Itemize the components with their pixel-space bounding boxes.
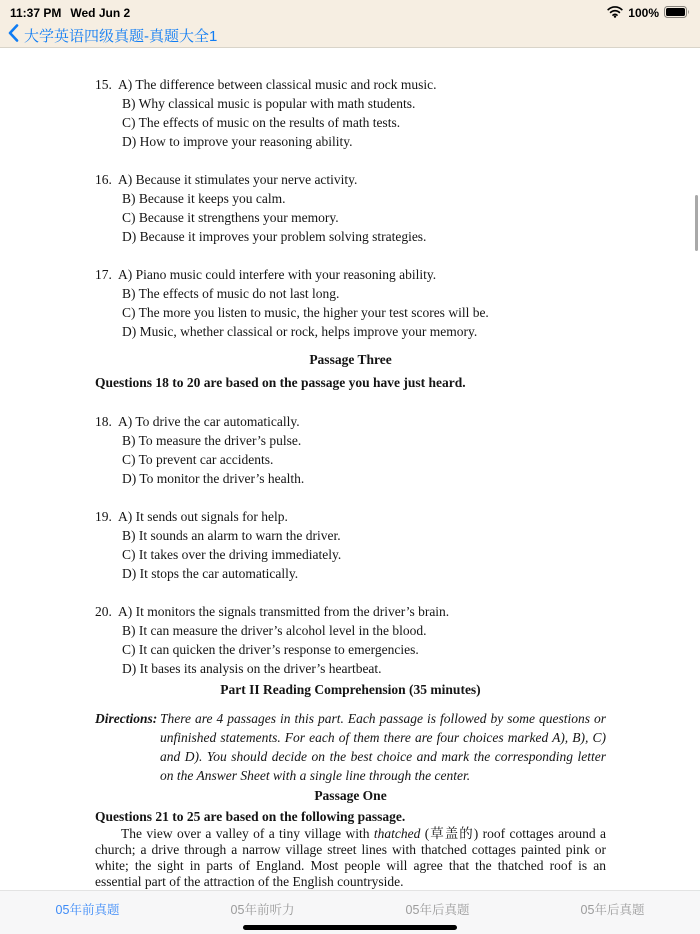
- directions-label: Directions:: [95, 711, 158, 726]
- question-option: D) To monitor the driver’s health.: [122, 471, 305, 486]
- question-option: C) It takes over the driving immediately.: [122, 547, 342, 562]
- document-body: [0, 75, 700, 890]
- question-option: A) To drive the car automatically.: [118, 414, 300, 429]
- paragraph-text: The view over a valley of a tiny village with: [121, 826, 374, 841]
- question-option: B) The effects of music do not last long.: [122, 286, 340, 301]
- question-number: 16.: [95, 172, 112, 187]
- home-indicator[interactable]: [243, 925, 457, 930]
- question-option: B) It can measure the driver’s alcohol level in the blood.: [122, 623, 427, 638]
- question-option: B) Because it keeps you calm.: [122, 191, 286, 206]
- question-option: D) Because it improves your problem solving strategies.: [122, 229, 427, 244]
- questions-18-20-intro: Questions 18 to 20 are based on the passage you have just heard.: [95, 375, 466, 390]
- question-block-19: [95, 507, 606, 583]
- question-option: D) It bases its analysis on the driver’s heartbeat.: [122, 661, 382, 676]
- question-option: C) Because it strengthens your memory.: [122, 210, 339, 225]
- question-option: A) The difference between classical music and rock music.: [118, 77, 437, 92]
- question-number: 17.: [95, 267, 112, 282]
- question-block-17: [95, 265, 606, 341]
- tab-05-post-zhenti-1[interactable]: 05年后真题: [405, 902, 470, 917]
- question-option: C) The effects of music on the results of math tests.: [122, 115, 401, 130]
- tab-05-post-zhenti-2[interactable]: 05年后真题: [580, 902, 645, 917]
- status-time: 11:37 PM: [10, 6, 62, 20]
- question-option: D) How to improve your reasoning ability.: [122, 134, 353, 149]
- nav-title: 大学英语四级真题-真题大全1: [24, 28, 218, 45]
- question-option: A) It sends out signals for help.: [118, 509, 288, 524]
- question-number: 15.: [95, 77, 112, 92]
- question-option: B) It sounds an alarm to warn the driver.: [122, 528, 341, 543]
- battery-percent: 100%: [628, 6, 659, 20]
- question-option: A) Piano music could interfere with your reasoning ability.: [118, 267, 437, 282]
- directions-block: [95, 709, 606, 785]
- passage-three-heading: Passage Three: [309, 352, 392, 367]
- question-option: D) Music, whether classical or rock, helps improve your memory.: [122, 324, 478, 339]
- status-bar: [0, 0, 700, 24]
- status-date: Wed Jun 2: [70, 6, 131, 20]
- question-block-20: [95, 602, 606, 678]
- part2-heading: Part II Reading Comprehension (35 minutes): [220, 682, 481, 697]
- battery-icon: [664, 6, 690, 21]
- tab-05-pre-zhenti[interactable]: 05年前真题: [55, 902, 120, 917]
- document-page[interactable]: [0, 49, 700, 890]
- question-option: A) It monitors the signals transmitted from the driver’s brain.: [118, 604, 450, 619]
- question-block-16: [95, 170, 606, 246]
- scrollbar-thumb[interactable]: [695, 195, 698, 251]
- top-chrome: [0, 0, 700, 48]
- wifi-icon: [607, 6, 623, 21]
- nav-bar: [0, 24, 700, 47]
- question-option: B) Why classical music is popular with math students.: [122, 96, 416, 111]
- question-option: B) To measure the driver’s pulse.: [122, 433, 302, 448]
- passage-one-paragraph: [95, 826, 606, 890]
- paragraph-italic-word: thatched: [373, 826, 421, 841]
- chevron-left-icon: [8, 24, 19, 47]
- question-block-18: [95, 412, 606, 488]
- passage-one-heading: Passage One: [314, 788, 387, 803]
- directions-text: There are 4 passages in this part. Each passage is followed by some questions or unfinished statements. For each of them there are four choices marked A), B), C) and D). You should decide on the best choice and mark the corresponding letter on the Answer Sheet with a single line through the center.: [160, 711, 606, 783]
- tab-05-pre-tingli[interactable]: 05年前听力: [230, 902, 295, 917]
- question-number: 20.: [95, 604, 112, 619]
- question-option: A) Because it stimulates your nerve activity.: [118, 172, 358, 187]
- question-block-15: [95, 75, 606, 151]
- question-option: C) The more you listen to music, the higher your test scores will be.: [122, 305, 489, 320]
- question-option: D) It stops the car automatically.: [122, 566, 299, 581]
- paragraph-text: (草盖的) roof cottages around a church; a drive through a narrow village street lines with thatched cottages painted pink or white; the sight in parts of England. Most people will agree that the thatched roof is an essential part of the attraction of the English countryside.: [95, 826, 606, 889]
- question-option: C) To prevent car accidents.: [122, 452, 274, 467]
- back-button[interactable]: [8, 24, 217, 47]
- question-number: 19.: [95, 509, 112, 524]
- questions-21-25-intro: Questions 21 to 25 are based on the following passage.: [95, 809, 406, 824]
- question-option: C) It can quicken the driver’s response to emergencies.: [122, 642, 419, 657]
- question-number: 18.: [95, 414, 112, 429]
